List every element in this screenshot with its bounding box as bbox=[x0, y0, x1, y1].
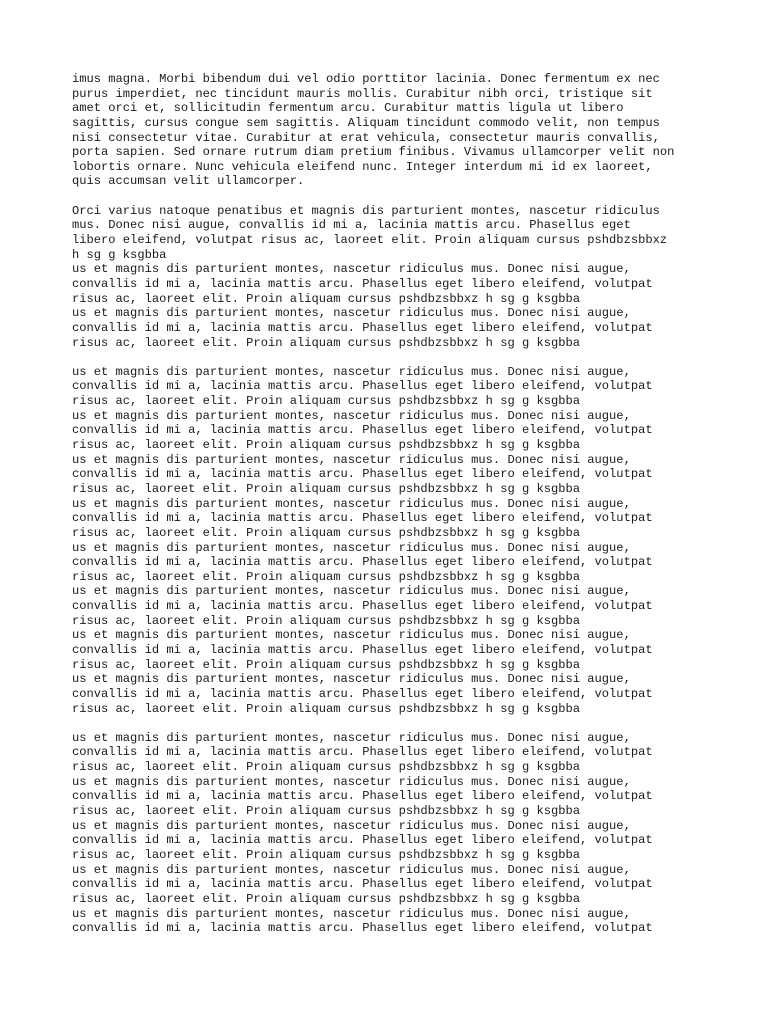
text-line: convallis id mi a, lacinia mattis arcu. Phasellus eget libero eleifend, volutpat bbox=[72, 467, 653, 482]
text-line: us et magnis dis parturient montes, nascetur ridiculus mus. Donec nisi augue, bbox=[72, 408, 631, 423]
text-line: us et magnis dis parturient montes, nascetur ridiculus mus. Donec nisi augue, bbox=[72, 730, 631, 745]
text-line: quis accumsan velit ullamcorper. bbox=[72, 174, 305, 189]
text-line: libero eleifend, volutpat risus ac, laoreet elit. Proin aliquam cursus pshdbzsbbxz bbox=[72, 233, 668, 248]
text-line: risus ac, laoreet elit. Proin aliquam cursus pshdbzsbbxz h sg g ksgbba bbox=[72, 291, 581, 306]
text-line: sagittis, cursus congue sem sagittis. Aliquam tincidunt commodo velit, non tempus bbox=[72, 115, 660, 130]
text-line: risus ac, laoreet elit. Proin aliquam cursus pshdbzsbbxz h sg g ksgbba bbox=[72, 657, 581, 672]
text-line: us et magnis dis parturient montes, nascetur ridiculus mus. Donec nisi augue, bbox=[72, 862, 631, 877]
text-line: convallis id mi a, lacinia mattis arcu. Phasellus eget libero eleifend, volutpat bbox=[72, 745, 653, 760]
paragraph bbox=[72, 72, 712, 189]
text-line: us et magnis dis parturient montes, nascetur ridiculus mus. Donec nisi augue, bbox=[72, 496, 631, 511]
text-line: us et magnis dis parturient montes, nascetur ridiculus mus. Donec nisi augue, bbox=[72, 774, 631, 789]
text-line: risus ac, laoreet elit. Proin aliquam cursus pshdbzsbbxz h sg g ksgbba bbox=[72, 613, 581, 628]
text-line: convallis id mi a, lacinia mattis arcu. Phasellus eget libero eleifend, volutpat bbox=[72, 921, 653, 936]
paragraph bbox=[72, 731, 712, 936]
text-line: porta sapien. Sed ornare rutrum diam pretium finibus. Vivamus ullamcorper velit non bbox=[72, 145, 675, 160]
text-line: us et magnis dis parturient montes, nascetur ridiculus mus. Donec nisi augue, bbox=[72, 818, 631, 833]
text-line: risus ac, laoreet elit. Proin aliquam cursus pshdbzsbbxz h sg g ksgbba bbox=[72, 891, 581, 906]
text-line: convallis id mi a, lacinia mattis arcu. Phasellus eget libero eleifend, volutpat bbox=[72, 555, 653, 570]
text-line: convallis id mi a, lacinia mattis arcu. Phasellus eget libero eleifend, volutpat bbox=[72, 877, 653, 892]
document-page bbox=[72, 72, 712, 950]
text-line: convallis id mi a, lacinia mattis arcu. Phasellus eget libero eleifend, volutpat bbox=[72, 686, 653, 701]
text-line: risus ac, laoreet elit. Proin aliquam cursus pshdbzsbbxz h sg g ksgbba bbox=[72, 569, 581, 584]
text-line: us et magnis dis parturient montes, nascetur ridiculus mus. Donec nisi augue, bbox=[72, 452, 631, 467]
text-line: convallis id mi a, lacinia mattis arcu. Phasellus eget libero eleifend, volutpat bbox=[72, 379, 653, 394]
text-line: convallis id mi a, lacinia mattis arcu. Phasellus eget libero eleifend, volutpat bbox=[72, 833, 653, 848]
text-line: risus ac, laoreet elit. Proin aliquam cursus pshdbzsbbxz h sg g ksgbba bbox=[72, 525, 581, 540]
text-line: risus ac, laoreet elit. Proin aliquam cursus pshdbzsbbxz h sg g ksgbba bbox=[72, 847, 581, 862]
text-line: mus. Donec nisi augue, convallis id mi a, lacinia mattis arcu. Phasellus eget bbox=[72, 218, 631, 233]
text-line: convallis id mi a, lacinia mattis arcu. Phasellus eget libero eleifend, volutpat bbox=[72, 599, 653, 614]
text-line: us et magnis dis parturient montes, nascetur ridiculus mus. Donec nisi augue, bbox=[72, 628, 631, 643]
text-line: lobortis ornare. Nunc vehicula eleifend nunc. Integer interdum mi id ex laoreet, bbox=[72, 159, 653, 174]
text-line: convallis id mi a, lacinia mattis arcu. Phasellus eget libero eleifend, volutpat bbox=[72, 423, 653, 438]
text-line: us et magnis dis parturient montes, nascetur ridiculus mus. Donec nisi augue, bbox=[72, 306, 631, 321]
text-line: risus ac, laoreet elit. Proin aliquam cursus pshdbzsbbxz h sg g ksgbba bbox=[72, 335, 581, 350]
text-line: convallis id mi a, lacinia mattis arcu. Phasellus eget libero eleifend, volutpat bbox=[72, 320, 653, 335]
text-line: convallis id mi a, lacinia mattis arcu. Phasellus eget libero eleifend, volutpat bbox=[72, 511, 653, 526]
text-line: risus ac, laoreet elit. Proin aliquam cursus pshdbzsbbxz h sg g ksgbba bbox=[72, 804, 581, 819]
text-line: convallis id mi a, lacinia mattis arcu. Phasellus eget libero eleifend, volutpat bbox=[72, 276, 653, 291]
text-line: us et magnis dis parturient montes, nascetur ridiculus mus. Donec nisi augue, bbox=[72, 364, 631, 379]
text-line: imus magna. Morbi bibendum dui vel odio porttitor lacinia. Donec fermentum ex nec bbox=[72, 72, 660, 86]
text-line: us et magnis dis parturient montes, nascetur ridiculus mus. Donec nisi augue, bbox=[72, 540, 631, 555]
text-line: risus ac, laoreet elit. Proin aliquam cursus pshdbzsbbxz h sg g ksgbba bbox=[72, 760, 581, 775]
text-line: convallis id mi a, lacinia mattis arcu. Phasellus eget libero eleifend, volutpat bbox=[72, 642, 653, 657]
text-line: us et magnis dis parturient montes, nascetur ridiculus mus. Donec nisi augue, bbox=[72, 906, 631, 921]
text-line: purus imperdiet, nec tincidunt mauris mollis. Curabitur nibh orci, tristique sit bbox=[72, 86, 653, 101]
text-line: risus ac, laoreet elit. Proin aliquam cursus pshdbzsbbxz h sg g ksgbba bbox=[72, 481, 581, 496]
text-line: convallis id mi a, lacinia mattis arcu. Phasellus eget libero eleifend, volutpat bbox=[72, 789, 653, 804]
text-line: us et magnis dis parturient montes, nascetur ridiculus mus. Donec nisi augue, bbox=[72, 672, 631, 687]
text-line: risus ac, laoreet elit. Proin aliquam cursus pshdbzsbbxz h sg g ksgbba bbox=[72, 394, 581, 409]
text-line: us et magnis dis parturient montes, nascetur ridiculus mus. Donec nisi augue, bbox=[72, 262, 631, 277]
text-line: Orci varius natoque penatibus et magnis dis parturient montes, nascetur ridiculus bbox=[72, 203, 660, 218]
text-line: nisi consectetur vitae. Curabitur at erat vehicula, consectetur mauris convallis, bbox=[72, 130, 660, 145]
text-line: risus ac, laoreet elit. Proin aliquam cursus pshdbzsbbxz h sg g ksgbba bbox=[72, 701, 581, 716]
text-line: risus ac, laoreet elit. Proin aliquam cursus pshdbzsbbxz h sg g ksgbba bbox=[72, 438, 581, 453]
paragraph bbox=[72, 365, 712, 716]
text-line: us et magnis dis parturient montes, nascetur ridiculus mus. Donec nisi augue, bbox=[72, 584, 631, 599]
text-line: h sg g ksgbba bbox=[72, 247, 167, 262]
paragraph bbox=[72, 204, 712, 350]
text-line: amet orci et, sollicitudin fermentum arcu. Curabitur mattis ligula ut libero bbox=[72, 101, 624, 116]
